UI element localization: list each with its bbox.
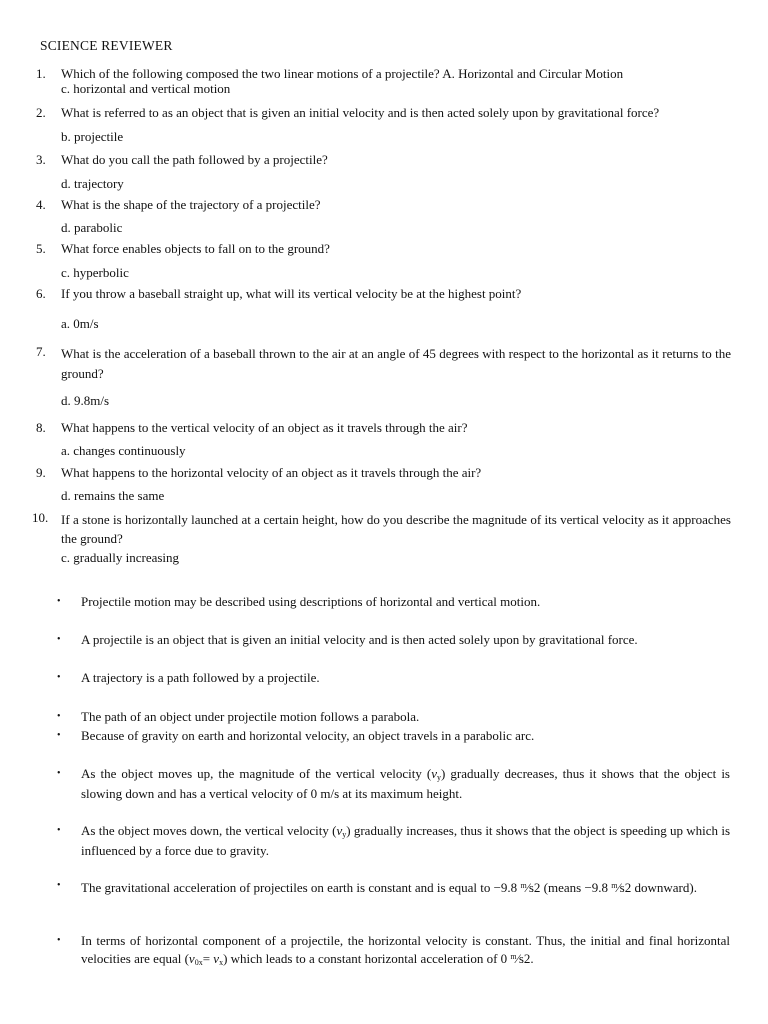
bullet-marker: • [57, 596, 61, 607]
question-item [36, 420, 731, 459]
bullet-text: A projectile is an object that is given an initial velocity and is then acted solely upon by gravitational force. [81, 632, 638, 647]
bullet-text: Because of gravity on earth and horizontal velocity, an object travels in a parabolic arc. [81, 728, 535, 743]
bullet-marker: • [57, 768, 61, 779]
question-item [36, 152, 731, 192]
question-number: 8. [36, 420, 46, 435]
question-text: What is the shape of the trajectory of a projectile? [61, 197, 321, 212]
bullet-marker: • [57, 880, 61, 891]
answer-text: c. horizontal and vertical motion [61, 81, 231, 96]
question-number: 6. [36, 286, 46, 301]
answer-text: b. projectile [61, 129, 124, 144]
bullet-item [57, 728, 730, 744]
bullet-text: A trajectory is a path followed by a projectile. [81, 670, 320, 685]
bullet-item [57, 670, 730, 686]
question-item [36, 286, 731, 332]
answer-text: a. 0m/s [61, 316, 99, 331]
answer-text: d. parabolic [61, 220, 123, 235]
answer-text: d. trajectory [61, 176, 124, 191]
answer-text: d. 9.8m/s [61, 393, 110, 408]
bullet-item [57, 594, 730, 610]
bullet-text: Projectile motion may be described using descriptions of horizontal and vertical motion. [81, 594, 541, 609]
question-text: If a stone is horizontally launched at a certain height, how do you describe the magnitude of its vertical velocity as it approaches the ground? [61, 512, 731, 546]
bullet-marker: • [57, 672, 61, 683]
question-number: 10. [32, 510, 49, 525]
bullet-text: The path of an object under projectile motion follows a parabola. [81, 709, 420, 724]
bullet-text: As the object moves down, the vertical velocity $(v_y)$ gradually increases, thus it shows that the object is speeding up which is influenced by a force due to gravity. [81, 823, 730, 858]
question-item [32, 510, 731, 566]
question-text: If you throw a baseball straight up, what will its vertical velocity be at the highest point? [61, 286, 522, 301]
document-title: SCIENCE REVIEWER [40, 38, 173, 53]
question-text: What do you call the path followed by a projectile? [61, 152, 328, 167]
question-number: 2. [36, 105, 46, 120]
question-text: What happens to the horizontal velocity of an object as it travels through the air? [61, 465, 482, 480]
bullet-item [57, 766, 730, 802]
question-text: What force enables objects to fall on to the ground? [61, 241, 330, 256]
question-number: 4. [36, 197, 46, 212]
bullet-item [57, 878, 730, 896]
question-item [36, 344, 731, 409]
question-item [36, 105, 731, 145]
question-text: What happens to the vertical velocity of an object as it travels through the air? [61, 420, 468, 435]
question-item [36, 241, 731, 281]
question-number: 7. [36, 344, 46, 359]
bullet-marker: • [57, 730, 61, 741]
question-number: 1. [36, 66, 46, 81]
question-number: 3. [36, 152, 46, 167]
bullet-item [57, 823, 730, 859]
question-text: Which of the following composed the two linear motions of a projectile? A. Horizontal and Circular Motion [61, 66, 624, 81]
question-item [36, 66, 731, 97]
question-text: What is the acceleration of a baseball thrown to the air at an angle of 45 degrees with respect to the horizontal as it returns to the ground? [61, 346, 731, 381]
answer-text: d. remains the same [61, 488, 165, 503]
bullet-item [57, 933, 730, 971]
answer-text: c. hyperbolic [61, 265, 129, 280]
question-number: 5. [36, 241, 46, 256]
bullet-text: The gravitational acceleration of projectiles on earth is constant and is equal to −9.8 $^m$⁄s2 (means −9.8 $^m$⁄s2 downward). [81, 880, 697, 895]
answer-text: c. gradually increasing [61, 550, 180, 565]
bullet-item [57, 709, 730, 725]
question-number: 9. [36, 465, 46, 480]
question-item [36, 465, 731, 504]
bullet-text: As the object moves up, the magnitude of the vertical velocity $(v_y)$ gradually decreases, thus it shows that the object is slowing down and has a vertical velocity of 0 m/s at its maximum height. [81, 766, 730, 801]
bullet-marker: • [57, 634, 61, 645]
question-item [36, 197, 731, 236]
answer-text: a. changes continuously [61, 443, 186, 458]
bullet-marker: • [57, 825, 61, 836]
bullet-marker: • [57, 935, 61, 946]
bullet-item [57, 632, 730, 648]
bullet-marker: • [57, 711, 61, 722]
question-text: What is referred to as an object that is given an initial velocity and is then acted solely upon by gravitational force? [61, 105, 660, 120]
bullet-text: In terms of horizontal component of a projectile, the horizontal velocity is constant. Thus, the initial and final horizontal velocities are equal $(v_{0x}= v_x)$ which leads to a constant horizontal acceleration of 0 $^m$⁄s2. [81, 933, 730, 967]
